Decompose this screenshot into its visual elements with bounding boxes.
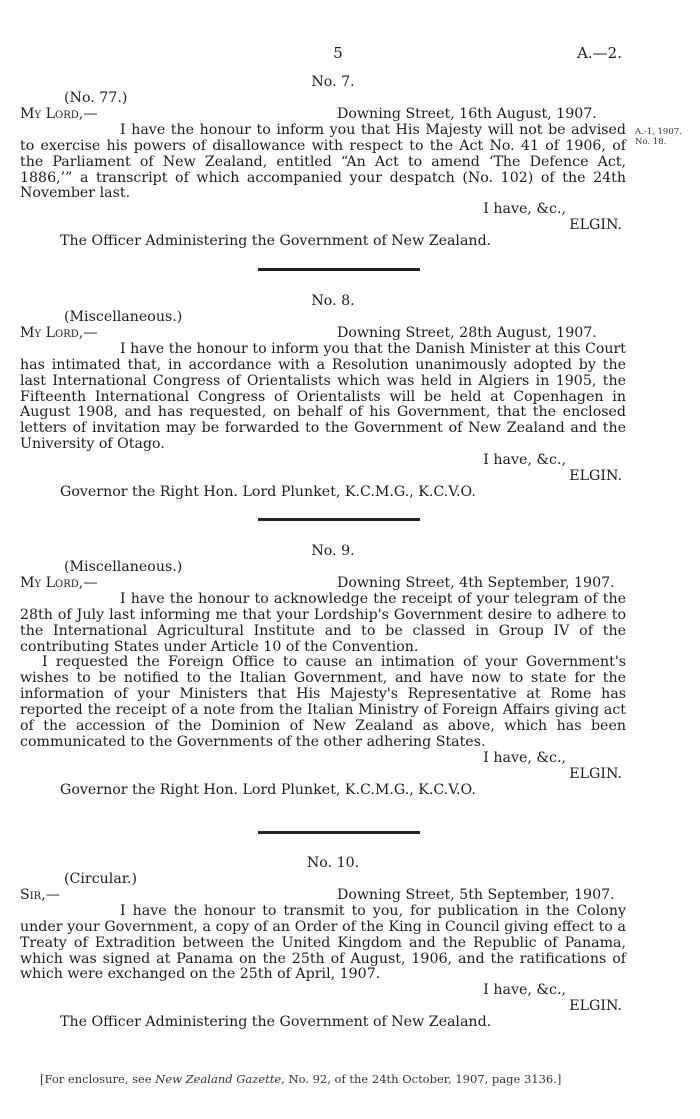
salutation: My Lord,— [20, 324, 98, 341]
salutation: My Lord,— [20, 105, 98, 122]
letter-signature: ELGIN. [569, 998, 622, 1015]
letter-classification: (Miscellaneous.) [64, 308, 183, 325]
letter-body [20, 342, 626, 453]
salutation-line [20, 107, 626, 123]
letter-closing: I have, &c., [483, 982, 566, 999]
letter-signature: ELGIN. [569, 765, 622, 782]
margin-note-line: A.-1, 1907. [635, 127, 682, 137]
letter-signature: ELGIN. [569, 468, 622, 485]
enclosure-footnote [40, 1072, 561, 1088]
letter-body [20, 904, 626, 984]
letter-body [20, 592, 626, 751]
letter-no-8 [20, 294, 626, 501]
letter-no-9 [20, 544, 626, 799]
letter-addressee: Governor the Right Hon. Lord Plunket, K.C.M.G., K.C.V.O. [60, 781, 476, 798]
letter-number: No. 10. [306, 855, 360, 871]
letter-closing: I have, &c., [483, 201, 566, 218]
letter-no-10 [20, 856, 626, 1031]
salutation: Sir,— [20, 886, 60, 903]
letter-paragraph: I have the honour to acknowledge the receipt of your telegram of the 28th of July last informing me that your Lordship's Government desire to adhere to the International Agricultural Institute and to be classed in Group IV of the contributing States under Article 10 of the Convention. [20, 590, 626, 655]
letter-date: Downing Street, 28th August, 1907. [337, 324, 597, 341]
section-divider [258, 831, 420, 834]
document-reference: A.—2. [577, 44, 622, 62]
margin-note-line: No. 18. [635, 137, 667, 147]
letter-body [20, 123, 626, 203]
letter-no-7 [20, 75, 626, 250]
section-divider [258, 268, 420, 271]
section-divider [258, 518, 420, 521]
salutation-line [20, 326, 626, 342]
salutation-line [20, 576, 626, 592]
page-number: 5 [333, 44, 343, 62]
letter-signature: ELGIN. [569, 217, 622, 234]
letter-number: No. 8. [311, 293, 355, 309]
letter-addressee: The Officer Administering the Government of New Zealand. [60, 1014, 492, 1031]
footnote-suffix: , No. 92, of the 24th October, 1907, page 3136.] [281, 1072, 562, 1086]
letter-number: No. 9. [311, 543, 355, 559]
salutation-line [20, 888, 626, 904]
letter-number: No. 7. [311, 74, 355, 90]
letter-paragraph: I have the honour to inform you that His Majesty will not be advised to exercise his powers of disallowance with respect to the Act No. 41 of 1906, of the Parliament of New Zealand, entitled “An Act to amend ‘The Defence Act, 1886,’” a transcript of which accompanied your despatch (No. 102) of the 24th November last. [20, 121, 626, 202]
letter-date: Downing Street, 16th August, 1907. [337, 105, 597, 122]
letter-addressee: Governor the Right Hon. Lord Plunket, K.C.M.G., K.C.V.O. [60, 483, 476, 500]
footnote-prefix: [For enclosure, see [40, 1072, 156, 1086]
letter-date: Downing Street, 5th September, 1907. [337, 886, 615, 903]
footnote-publication: New Zealand Gazette [155, 1072, 282, 1086]
letter-date: Downing Street, 4th September, 1907. [337, 574, 615, 591]
letter-closing: I have, &c., [483, 749, 566, 766]
letter-classification: (No. 77.) [64, 89, 128, 106]
letter-addressee: The Officer Administering the Government of New Zealand. [60, 233, 492, 250]
letter-closing: I have, &c., [483, 452, 566, 469]
letter-paragraph: I have the honour to inform you that the Danish Minister at this Court has intimated that, in accordance with a Resolution unanimously adopted by the last International Congress of Orientalists which was held in Algiers in 1905, the Fifteenth International Congress of Orientalists will be held at Copenhagen in August 1908, and has requested, on behalf of his Government, that the enclosed letters of invitation may be forwarded to the Government of New Zealand and the University of Otago. [20, 340, 626, 453]
letter-classification: (Circular.) [64, 870, 138, 887]
margin-note [635, 127, 682, 147]
salutation: My Lord,— [20, 574, 98, 591]
letter-paragraph: I have the honour to transmit to you, for publication in the Colony under your Government, a copy of an Order of the King in Council giving effect to a Treaty of Extradition between the United Kingdom and the Republic of Panama, which was signed at Panama on the 25th of August, 1906, and the ratifications of which were exchanged on the 25th of April, 1907. [20, 902, 626, 983]
letter-paragraph: I requested the Foreign Office to cause an intimation of your Government's wishes to be notified to the Italian Government, and have now to state for the information of your Ministers that His Majesty's Representative at Rome has reported the receipt of a note from the Italian Ministry of Foreign Affairs giving act of the accession of the Dominion of New Zealand as above, which has been communicated to the Governments of the other adhering States. [20, 654, 626, 750]
letter-classification: (Miscellaneous.) [64, 558, 183, 575]
